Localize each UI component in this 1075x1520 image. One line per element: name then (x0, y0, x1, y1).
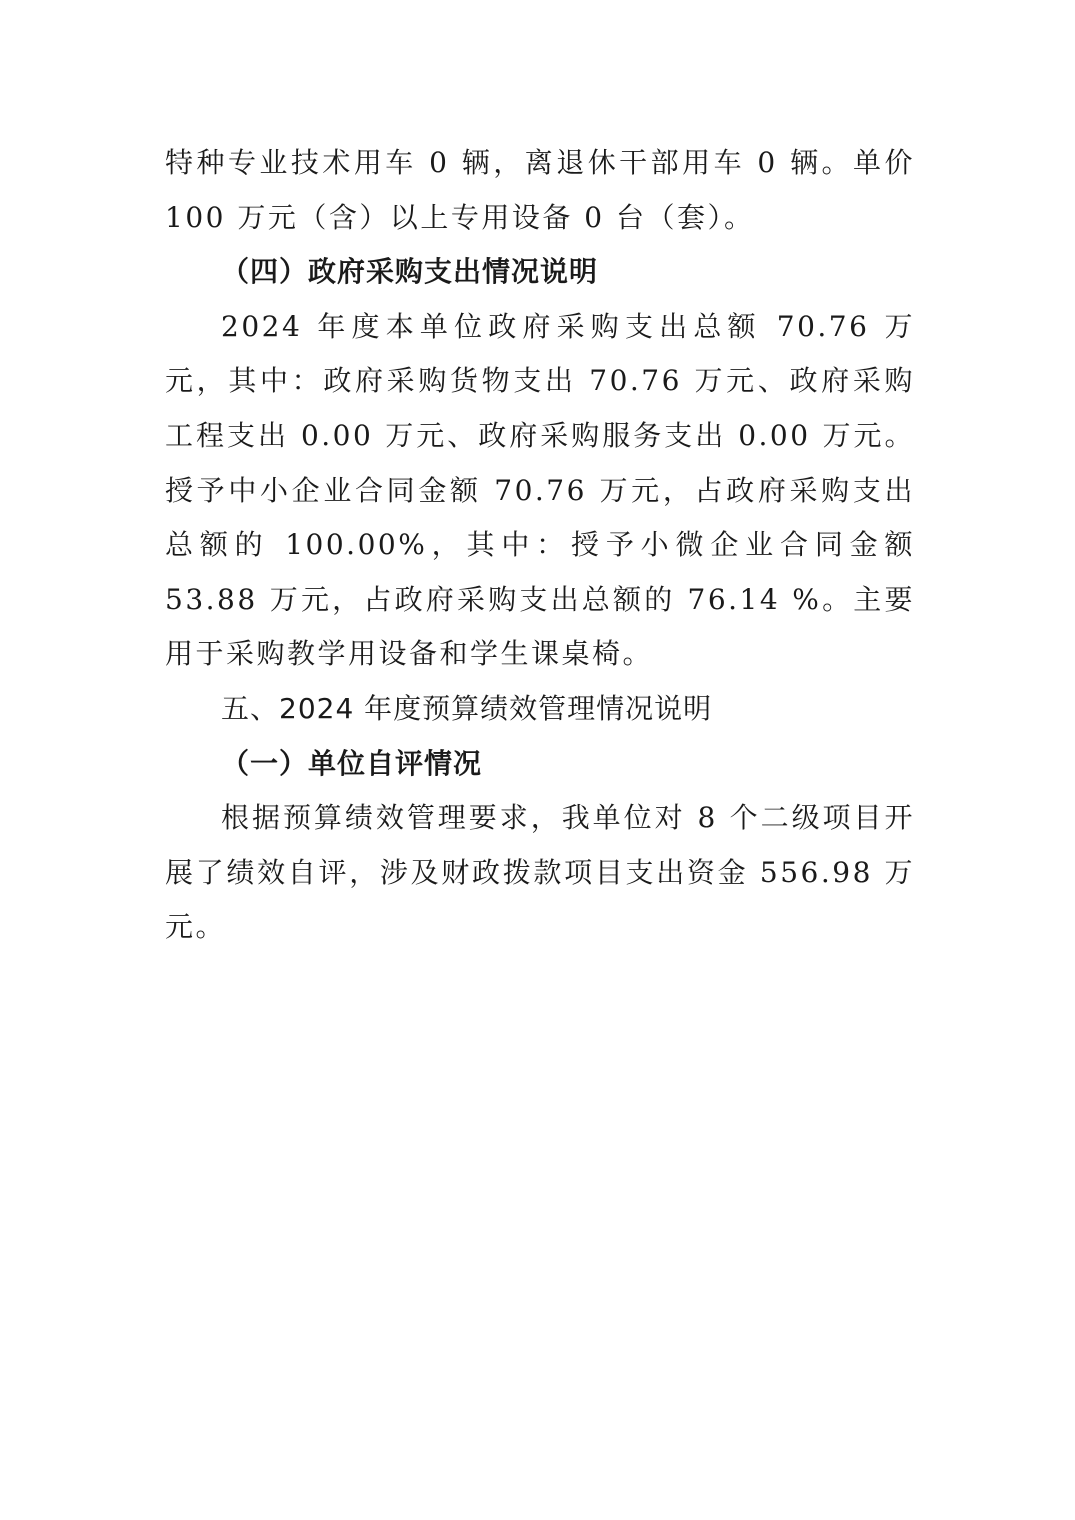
heading-budget-performance: 五、2024 年度预算绩效管理情况说明 (221, 691, 713, 725)
heading-government-procurement: （四）政府采购支出情况说明 (221, 255, 599, 289)
document-body (165, 136, 915, 955)
paragraph-procurement-details: 2024 年度本单位政府采购支出总额 70.76 万元，其中：政府采购货物支出 70.76 万元、政府采购工程支出 0.00 万元、政府采购服务支出 0.00 万元。授予中小企业合同金额 70.76 万元，占政府采购支出总额的 100.00%，其中：授予小微企业合同金额 53.88 万元，占政府采购支出总额的 76.14 %。主要用于采购教学用设备和学生课桌椅。 (165, 309, 915, 671)
heading-self-evaluation: （一）单位自评情况 (221, 746, 483, 780)
paragraph-self-evaluation: 根据预算绩效管理要求，我单位对 8 个二级项目开展了绩效自评，涉及财政拨款项目支出资金 556.98 万元。 (165, 801, 915, 944)
paragraph-vehicles-equipment: 特种专业技术用车 0 辆，离退休干部用车 0 辆。单价 100 万元（含）以上专用设备 0 台（套）。 (165, 146, 915, 234)
